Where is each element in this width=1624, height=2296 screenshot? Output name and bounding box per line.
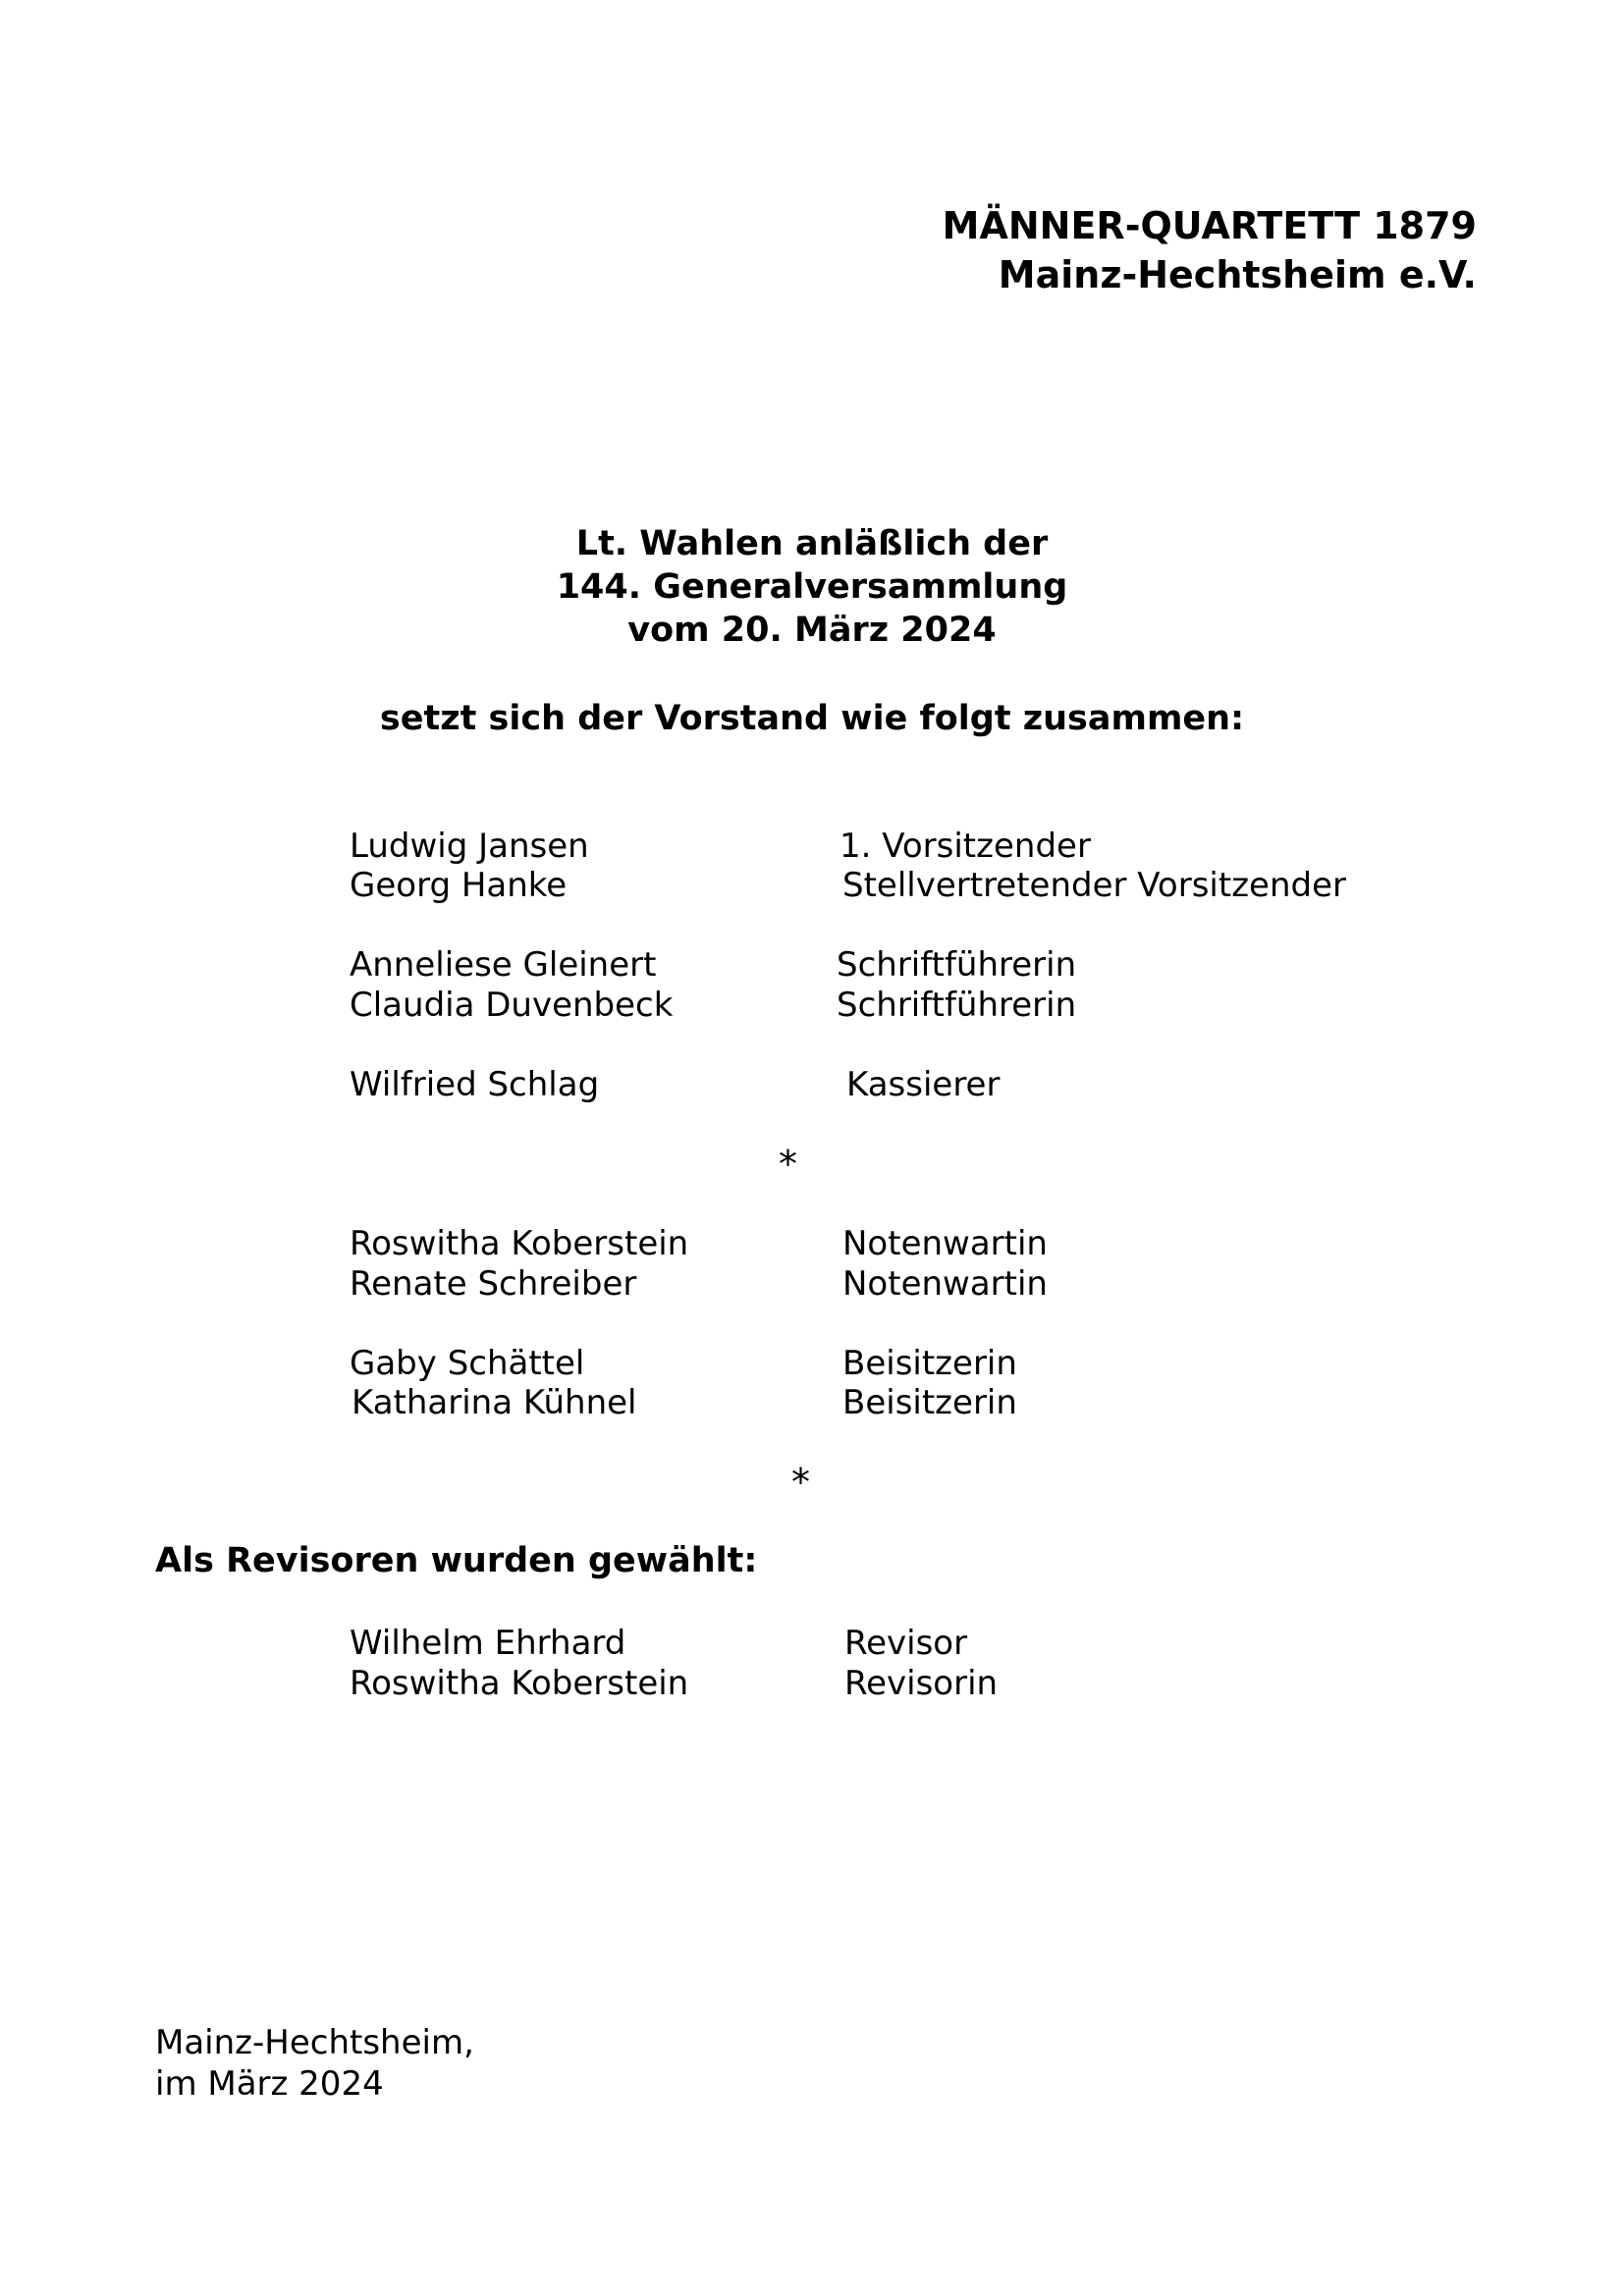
board-member-name: Anneliese Gleinert: [350, 945, 657, 985]
auditor-name: Wilhelm Ehrhard: [350, 1624, 626, 1663]
auditor-name: Roswitha Koberstein: [350, 1664, 689, 1703]
intro-line-3: vom 20. März 2024: [627, 611, 997, 650]
board-member-name: Georg Hanke: [350, 866, 568, 905]
board-member-name: Katharina Kühnel: [352, 1383, 637, 1422]
board-member-role: Notenwartin: [842, 1264, 1048, 1304]
separator-star: *: [779, 1143, 797, 1186]
org-name: MÄNNER-QUARTETT 1879: [942, 204, 1477, 247]
footer-place: Mainz-Hechtsheim,: [155, 2023, 474, 2062]
board-member-name: Roswitha Koberstein: [350, 1224, 689, 1263]
board-member-name: Gaby Schättel: [350, 1344, 585, 1383]
board-member-role: 1. Vorsitzender: [839, 827, 1091, 866]
auditor-role: Revisor: [844, 1624, 968, 1663]
org-place: Mainz-Hechtsheim e.V.: [998, 253, 1477, 296]
board-member-name: Wilfried Schlag: [350, 1065, 600, 1104]
board-member-role: Schriftführerin: [837, 986, 1077, 1025]
intro-line-1: Lt. Wahlen anläßlich der: [575, 524, 1049, 563]
separator-star: *: [791, 1461, 810, 1504]
intro-line-2: 144. Generalversammlung: [556, 567, 1068, 607]
board-member-role: Stellvertretender Vorsitzender: [842, 866, 1346, 905]
board-member-name: Claudia Duvenbeck: [350, 986, 674, 1025]
board-member-role: Kassierer: [846, 1065, 1001, 1104]
board-member-role: Beisitzerin: [842, 1344, 1017, 1383]
auditors-heading: Als Revisoren wurden gewählt:: [155, 1541, 758, 1580]
board-member-role: Beisitzerin: [842, 1383, 1017, 1422]
board-member-name: Ludwig Jansen: [350, 827, 589, 866]
intro-line-4: setzt sich der Vorstand wie folgt zusammen:: [379, 699, 1245, 738]
board-member-name: Renate Schreiber: [350, 1264, 637, 1304]
board-member-role: Notenwartin: [842, 1224, 1048, 1263]
footer-date: im März 2024: [155, 2064, 384, 2104]
board-member-role: Schriftführerin: [837, 945, 1077, 985]
auditor-role: Revisorin: [844, 1664, 999, 1703]
